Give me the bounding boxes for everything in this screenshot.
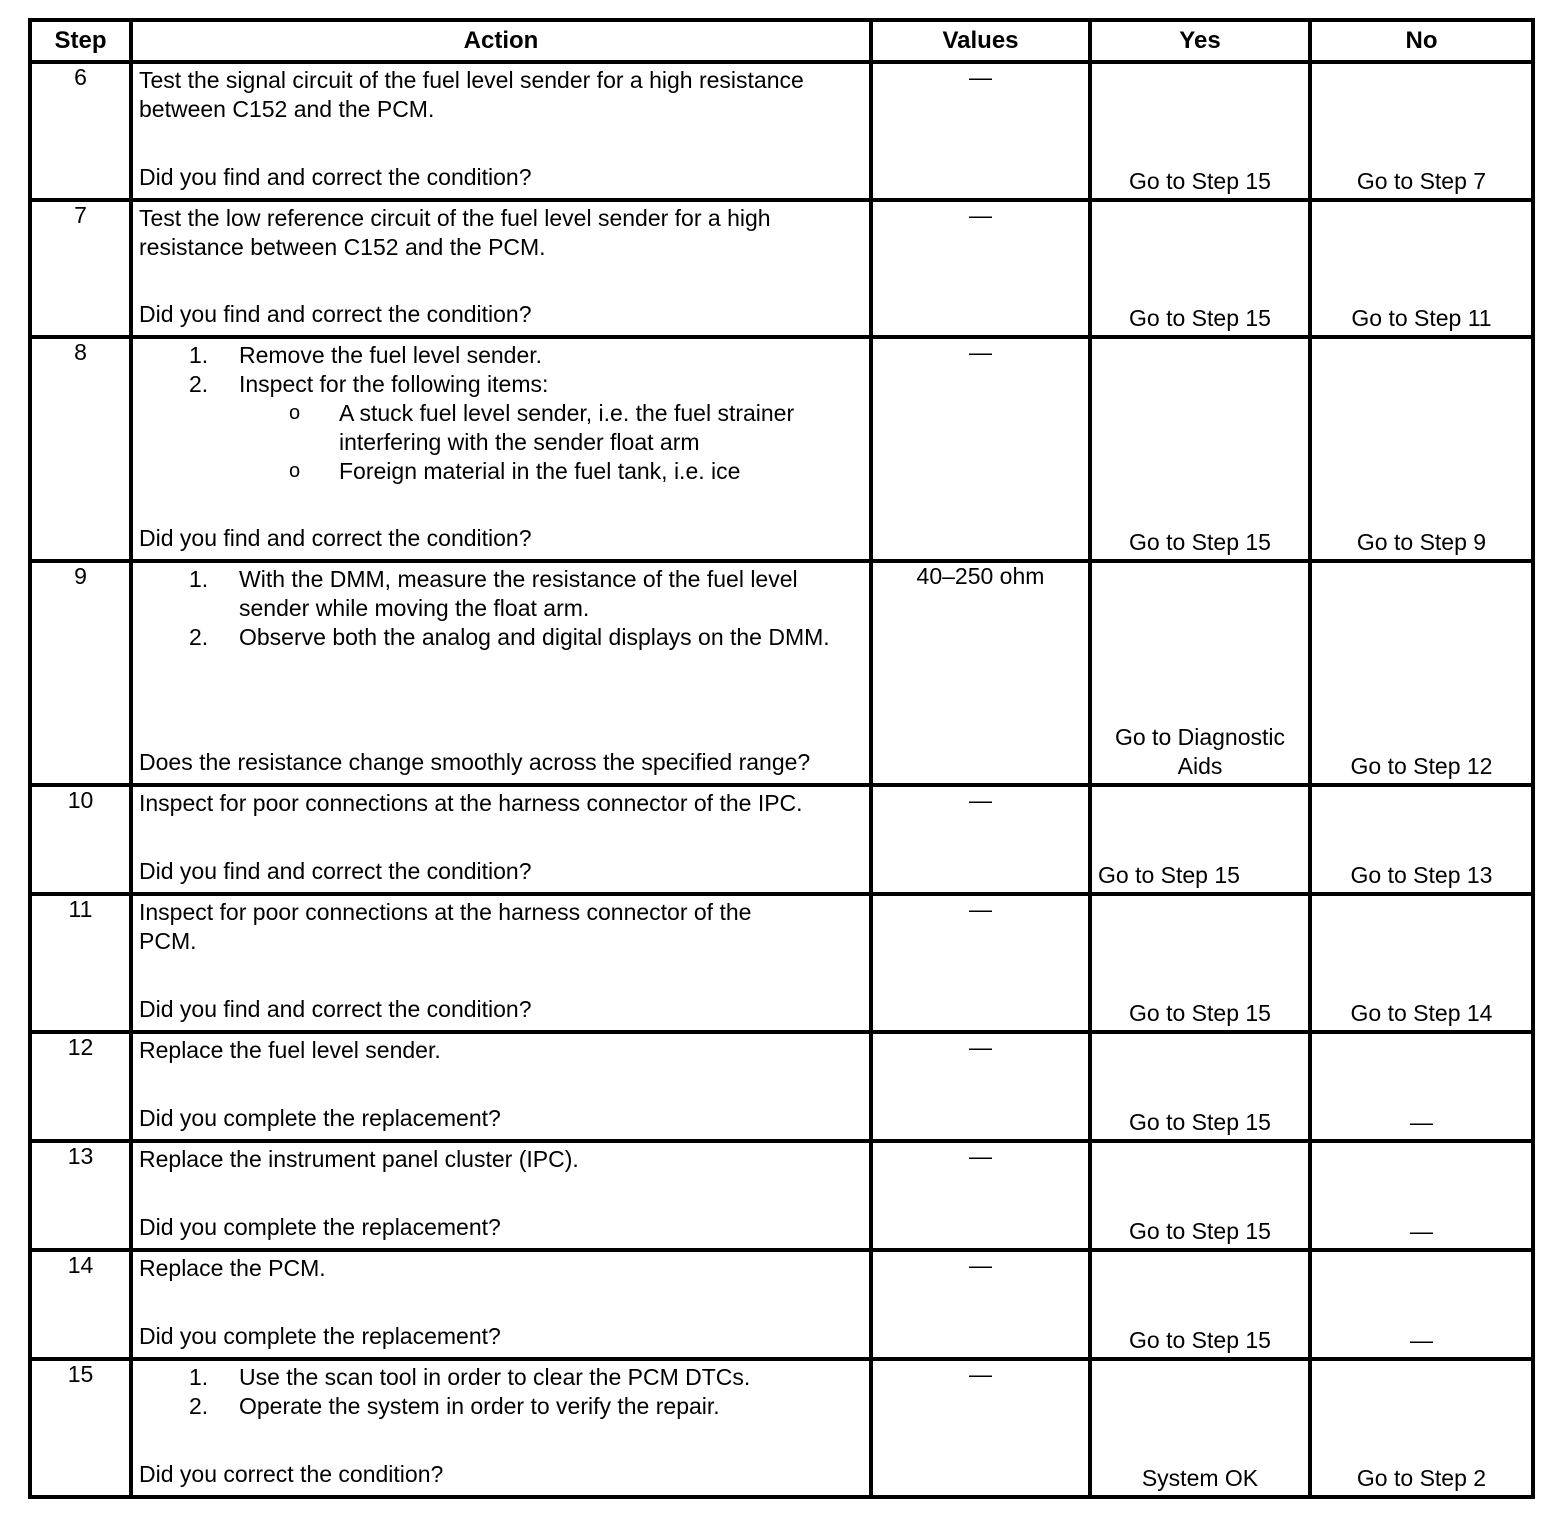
action-question: Did you find and correct the condition? — [139, 996, 532, 1022]
list-item — [139, 341, 865, 370]
yes-link: Go to Step 15 — [1129, 1109, 1271, 1135]
step-number: 9 — [30, 561, 131, 785]
no-cell — [1310, 1141, 1533, 1250]
action-cell — [131, 337, 871, 561]
action-text: Replace the instrument panel cluster (IPC). — [139, 1146, 579, 1172]
no-cell — [1310, 561, 1533, 785]
table-row — [30, 1141, 1533, 1250]
no-cell — [1310, 337, 1533, 561]
table-row — [30, 1032, 1533, 1141]
action-cell — [131, 894, 871, 1032]
step-number: 7 — [30, 200, 131, 337]
action-text: Replace the PCM. — [139, 1255, 326, 1281]
value-cell: — — [871, 1250, 1090, 1359]
table-row — [30, 62, 1533, 200]
sub-list-item — [239, 457, 865, 486]
sub-list-item — [239, 399, 865, 457]
item-number: 1. — [189, 342, 209, 368]
no-cell — [1310, 894, 1533, 1032]
yes-link: Go to Diagnostic Aids — [1114, 724, 1286, 779]
action-text: Inspect for poor connections at the harness connector of the PCM. — [139, 899, 752, 954]
yes-cell — [1090, 1359, 1310, 1497]
value-cell: — — [871, 1359, 1090, 1497]
no-link: — — [1410, 1218, 1433, 1244]
value-cell: — — [871, 62, 1090, 200]
value-cell: 40–250 ohm — [871, 561, 1090, 785]
yes-link: Go to Step 15 — [1129, 168, 1271, 194]
action-text: Test the signal circuit of the fuel level sender for a high resistance between C152 and the PCM. — [139, 67, 804, 122]
item-text: With the DMM, measure the resistance of the fuel level sender while moving the float arm. — [239, 566, 798, 621]
list-item — [139, 565, 865, 623]
yes-cell — [1090, 894, 1310, 1032]
sub-list — [239, 399, 865, 486]
value-cell: — — [871, 894, 1090, 1032]
yes-link: Go to Step 15 — [1098, 862, 1240, 888]
action-question: Did you correct the condition? — [139, 1461, 444, 1487]
action-steps — [139, 1363, 865, 1421]
action-question: Did you find and correct the condition? — [139, 164, 532, 190]
action-cell — [131, 1359, 871, 1497]
no-link: — — [1410, 1109, 1433, 1135]
yes-cell — [1090, 561, 1310, 785]
no-link: Go to Step 12 — [1350, 753, 1493, 779]
table-row — [30, 785, 1533, 894]
item-text: Inspect for the following items: — [239, 371, 549, 397]
action-text: Inspect for poor connections at the harness connector of the IPC. — [139, 790, 803, 816]
yes-link: Go to Step 15 — [1129, 1218, 1271, 1244]
step-number: 15 — [30, 1359, 131, 1497]
item-text: Use the scan tool in order to clear the PCM DTCs. — [239, 1364, 751, 1390]
step-number: 8 — [30, 337, 131, 561]
action-cell — [131, 785, 871, 894]
yes-cell — [1090, 785, 1310, 894]
item-text: Observe both the analog and digital displays on the DMM. — [239, 624, 830, 650]
yes-cell — [1090, 1250, 1310, 1359]
list-item — [139, 1363, 865, 1392]
sub-item-text: A stuck fuel level sender, i.e. the fuel strainer interfering with the sender float arm — [339, 400, 795, 455]
action-steps — [139, 341, 865, 486]
step-number: 10 — [30, 785, 131, 894]
header-yes: Yes — [1090, 20, 1310, 62]
no-cell — [1310, 1250, 1533, 1359]
yes-cell — [1090, 200, 1310, 337]
action-cell — [131, 1032, 871, 1141]
table-row — [30, 1359, 1533, 1497]
action-text: Test the low reference circuit of the fuel level sender for a high resistance between C152 and the PCM. — [139, 205, 771, 260]
table-row — [30, 894, 1533, 1032]
action-cell — [131, 1141, 871, 1250]
item-number: 1. — [189, 566, 209, 592]
table-row — [30, 561, 1533, 785]
header-step: Step — [30, 20, 131, 62]
table-row — [30, 1250, 1533, 1359]
step-number: 11 — [30, 894, 131, 1032]
no-link: Go to Step 2 — [1356, 1465, 1487, 1491]
value-cell: — — [871, 1032, 1090, 1141]
list-item — [139, 623, 865, 652]
value-cell: — — [871, 200, 1090, 337]
value-cell: — — [871, 1141, 1090, 1250]
yes-cell — [1090, 62, 1310, 200]
yes-link: Go to Step 15 — [1129, 529, 1271, 555]
no-cell — [1310, 1359, 1533, 1497]
item-number: 2. — [189, 371, 209, 397]
action-text: Replace the fuel level sender. — [139, 1037, 441, 1063]
diagnostic-table — [28, 18, 1535, 1499]
header-row — [30, 20, 1533, 62]
bullet-icon: o — [289, 402, 301, 424]
no-link: Go to Step 14 — [1350, 1000, 1493, 1026]
no-cell — [1310, 62, 1533, 200]
header-action: Action — [131, 20, 871, 62]
action-steps — [139, 565, 865, 652]
action-question: Did you find and correct the condition? — [139, 858, 532, 884]
value-cell: — — [871, 337, 1090, 561]
no-link: Go to Step 9 — [1356, 529, 1487, 555]
step-number: 14 — [30, 1250, 131, 1359]
action-question: Did you find and correct the condition? — [139, 301, 532, 327]
yes-link: Go to Step 15 — [1129, 1327, 1271, 1353]
yes-link: Go to Step 15 — [1129, 1000, 1271, 1026]
action-cell — [131, 62, 871, 200]
item-text: Operate the system in order to verify the repair. — [239, 1393, 720, 1419]
yes-link: System OK — [1141, 1465, 1259, 1491]
action-cell — [131, 561, 871, 785]
sub-item-text: Foreign material in the fuel tank, i.e. ice — [339, 458, 741, 484]
yes-cell — [1090, 337, 1310, 561]
step-number: 6 — [30, 62, 131, 200]
item-number: 1. — [189, 1364, 209, 1390]
item-number: 2. — [189, 1393, 209, 1419]
item-number: 2. — [189, 624, 209, 650]
no-link: Go to Step 13 — [1350, 862, 1493, 888]
no-cell — [1310, 1032, 1533, 1141]
no-link: — — [1410, 1327, 1433, 1353]
bullet-icon: o — [289, 460, 301, 482]
table-row — [30, 337, 1533, 561]
action-question: Does the resistance change smoothly across the specified range? — [139, 749, 811, 775]
action-cell — [131, 1250, 871, 1359]
yes-cell — [1090, 1032, 1310, 1141]
yes-cell — [1090, 1141, 1310, 1250]
action-question: Did you complete the replacement? — [139, 1105, 501, 1131]
table-row — [30, 200, 1533, 337]
item-text: Remove the fuel level sender. — [239, 342, 543, 368]
list-item — [139, 370, 865, 486]
no-cell — [1310, 785, 1533, 894]
header-no: No — [1310, 20, 1533, 62]
no-link: Go to Step 11 — [1351, 305, 1492, 331]
list-item — [139, 1392, 865, 1421]
no-link: Go to Step 7 — [1356, 168, 1487, 194]
action-question: Did you complete the replacement? — [139, 1214, 501, 1240]
value-cell: — — [871, 785, 1090, 894]
action-question: Did you find and correct the condition? — [139, 525, 532, 551]
header-values: Values — [871, 20, 1090, 62]
no-cell — [1310, 200, 1533, 337]
step-number: 12 — [30, 1032, 131, 1141]
yes-link: Go to Step 15 — [1129, 305, 1271, 331]
action-cell — [131, 200, 871, 337]
step-number: 13 — [30, 1141, 131, 1250]
action-question: Did you complete the replacement? — [139, 1323, 501, 1349]
